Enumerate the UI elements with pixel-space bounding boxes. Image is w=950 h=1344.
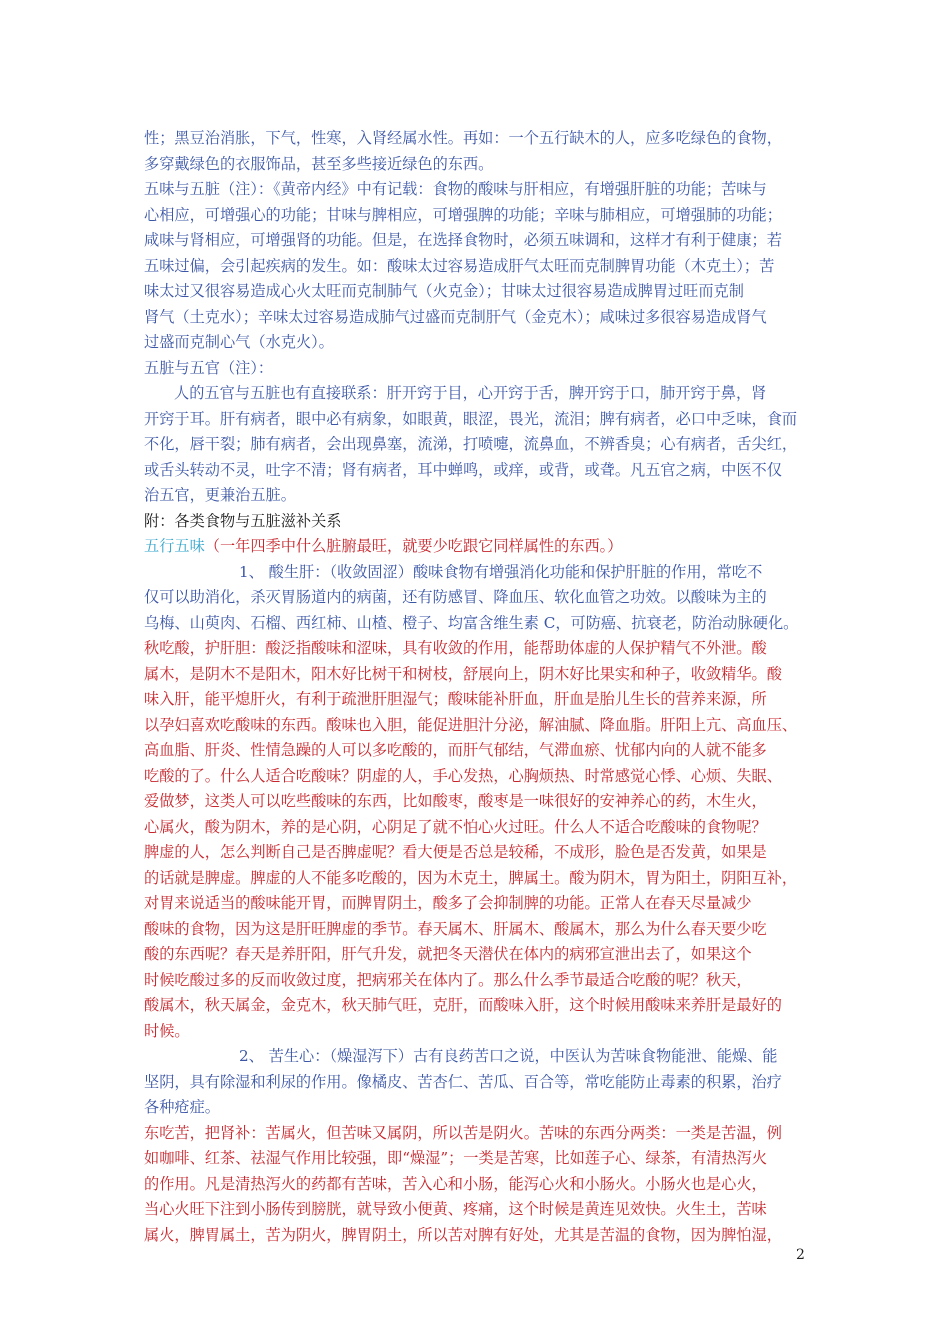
text-line: 仅可以助消化，杀灭胃肠道内的病菌，还有防感冒、降血压、软化血管之功效。以酸味为主的 [144,588,767,606]
text-line: 开窍于耳。肝有病者，眼中必有病象，如眼黄，眼涩，畏光，流泪；脾有病者，必口中乏味，食而 [144,409,798,428]
section-sour [144,560,812,1045]
text-line: 或舌头转动不灵，吐字不清；肾有病者，耳中蝉鸣，或痒，或背，或聋。凡五官之病，中医不仅 [144,460,782,479]
five-elements-label: 五行五味 [144,537,205,555]
text-line: 坚阴，具有除湿和利尿的作用。像橘皮、苦杏仁、苦瓜、百合等，常吃能防止毒素的积累，治疗 [144,1072,782,1091]
text-line: 高血脂、肝炎、性情急躁的人可以多吃酸的，而肝气郁结，气滞血瘀、忧郁内向的人就不能多 [144,741,767,759]
text-line: 乌梅、山萸肉、石榴、西红柿、山楂、橙子、均富含维生素 C，可防癌、抗衰老，防治动脉硬化。 [144,613,799,632]
text-line: 味太过又很容易造成心火太旺而克制肺气（火克金）；甘味太过很容易造成脾胃过旺而克制 [144,282,744,300]
text-line: 属木，是阴木不是阳木，阳木好比树干和树枝，舒展向上，阴木好比果实和种子，收敛精华。酸 [144,664,782,683]
text-line: 东吃苦，把肾补：苦属火，但苦味又属阴，所以苦是阴火。苦味的东西分两类：一类是苦温，例 [144,1123,782,1142]
text-line: 多穿戴绿色的衣服饰品，甚至多些接近绿色的东西。 [144,154,494,173]
text-line: 以孕妇喜欢吃酸味的东西。酸味也入胆，能促进胆汁分泌，解油腻、降血脂。肝阳上亢、高血压、 [144,715,798,734]
section-color-elements [144,126,812,177]
text-line: 吃酸的了。什么人适合吃酸味？阴虚的人，手心发热，心胸烦热、时常感觉心悸、心烦、失眠、 [144,766,782,785]
text-line: 治五官，更兼治五脏。 [144,486,296,504]
text-line: 的作用。凡是清热泻火的药都有苦味，苦入心和小肠，能泻心火和小肠火。小肠火也是心火， [144,1174,767,1193]
text-line: 脾虚的人，怎么判断自己是否脾虚呢？看大便是否总是较稀，不成形，脸色是否发黄，如果是 [144,843,767,861]
text-line: 不化，唇干裂；肺有病者，会出现鼻塞，流涕，打喷嚏，流鼻血，不辨香臭；心有病者，舌尖红， [144,435,798,453]
section-heading: 五脏与五官（注）： [144,358,274,377]
text-line: 五味过偏，会引起疾病的发生。如：酸味太过容易造成肝气太旺而克制脾胃功能（木克土）；苦 [144,256,775,275]
text-line: 秋吃酸，护肝胆：酸泛指酸味和涩味，具有收敛的作用，能帮助体虚的人保护精气不外泄。酸 [144,639,767,657]
text-line: 时候。 [144,1021,190,1040]
text-line: 爱做梦，这类人可以吃些酸味的东西，比如酸枣，酸枣是一味很好的安神养心的药，木生火， [144,792,767,810]
text-line: 肾气（土克水）；辛味太过容易造成肺气过盛而克制肝气（金克木）；咸味过多很容易造成肾气 [144,307,767,326]
text-line: 性；黑豆治消胀，下气，性寒，入肾经属水性。再如：一个五行缺木的人，应多吃绿色的食物， [144,129,782,147]
text-line: 人的五官与五脏也有直接联系：肝开窍于目，心开窍于舌，脾开窍于口，肺开窍于鼻，肾 [174,384,767,402]
text-line: 过盛而克制心气（水克火）。 [144,333,334,351]
section-appendix [144,509,812,560]
text-line: 1、 酸生肝：（收敛固涩）酸味食物有增强消化功能和保护肝脏的作用，常吃不 [239,562,763,581]
text-line: 味入肝，能平熄肝火，有利于疏泄肝胆湿气；酸味能补肝血，肝血是胎儿生长的营养来源，所 [144,690,767,708]
text-line: 当心火旺下注到小肠传到膀胱，就导致小便黄、疼痛，这个时候是黄连见效快。火生土，苦味 [144,1200,767,1218]
appendix-heading: 附：各类食物与五脏滋补关系 [144,511,342,530]
section-five-organs-five-senses [144,356,812,509]
text-line: 对胃来说适当的酸味能开胃，而脾胃阴土，酸多了会抑制脾的功能。正常人在春天尽量减少 [144,894,752,912]
text-line: 的话就是脾虚。脾虚的人不能多吃酸的，因为木克土，脾属土。酸为阴木，胃为阳土，阴阳互补， [144,868,798,887]
text-line: 各种疮症。 [144,1098,220,1116]
text-line: 酸味的食物，因为这是肝旺脾虚的季节。春天属木、肝属木、酸属木，那么为什么春天要少吃 [144,919,767,938]
text-line: 心相应，可增强心的功能；甘味与脾相应，可增强脾的功能；辛味与肺相应，可增强肺的功能； [144,205,782,224]
text-line: 属火，脾胃属土，苦为阴火，脾胃阴土，所以苦对脾有好处，尤其是苦温的食物，因为脾怕湿， [144,1225,782,1244]
text-line: 咸味与肾相应，可增强肾的功能。但是，在选择食物时，必须五味调和，这样才有利于健康；若 [144,231,782,249]
section-five-flavors-five-organs [144,177,812,356]
page-number: 2 [796,1247,805,1263]
page-body [144,126,812,1248]
section-bitter [144,1044,812,1248]
text-line: 酸的东西呢？春天是养肝阳，肝气升发，就把冬天潜伏在体内的病邪宣泄出去了，如果这个 [144,945,752,963]
text-line: 时候吃酸过多的反而收敛过度，把病邪关在体内了。那么什么季节最适合吃酸的呢？秋天， [144,970,752,989]
five-elements-note: （一年四季中什么脏腑最旺，就要少吃跟它同样属性的东西。） [204,537,623,555]
text-line: 酸属木，秋天属金，金克木，秋天肺气旺，克肝，而酸味入肝，这个时候用酸味来养肝是最好的 [144,996,782,1014]
five-elements-heading [144,534,812,560]
text-line: 五味与五脏（注）：《黄帝内经》中有记载：食物的酸味与肝相应，有增强肝脏的功能；苦味与 [144,180,767,198]
text-line: 如咖啡、红茶、祛湿气作用比较强，即“燥湿”；一类是苦寒，比如莲子心、绿茶，有清热泻火 [144,1149,768,1167]
text-line: 2、 苦生心：（燥湿泻下）古有良药苦口之说，中医认为苦味食物能泄、能燥、能 [239,1047,778,1065]
text-line: 心属火，酸为阴木，养的是心阴，心阴足了就不怕心火过旺。什么人不适合吃酸味的食物呢？ [144,817,767,836]
